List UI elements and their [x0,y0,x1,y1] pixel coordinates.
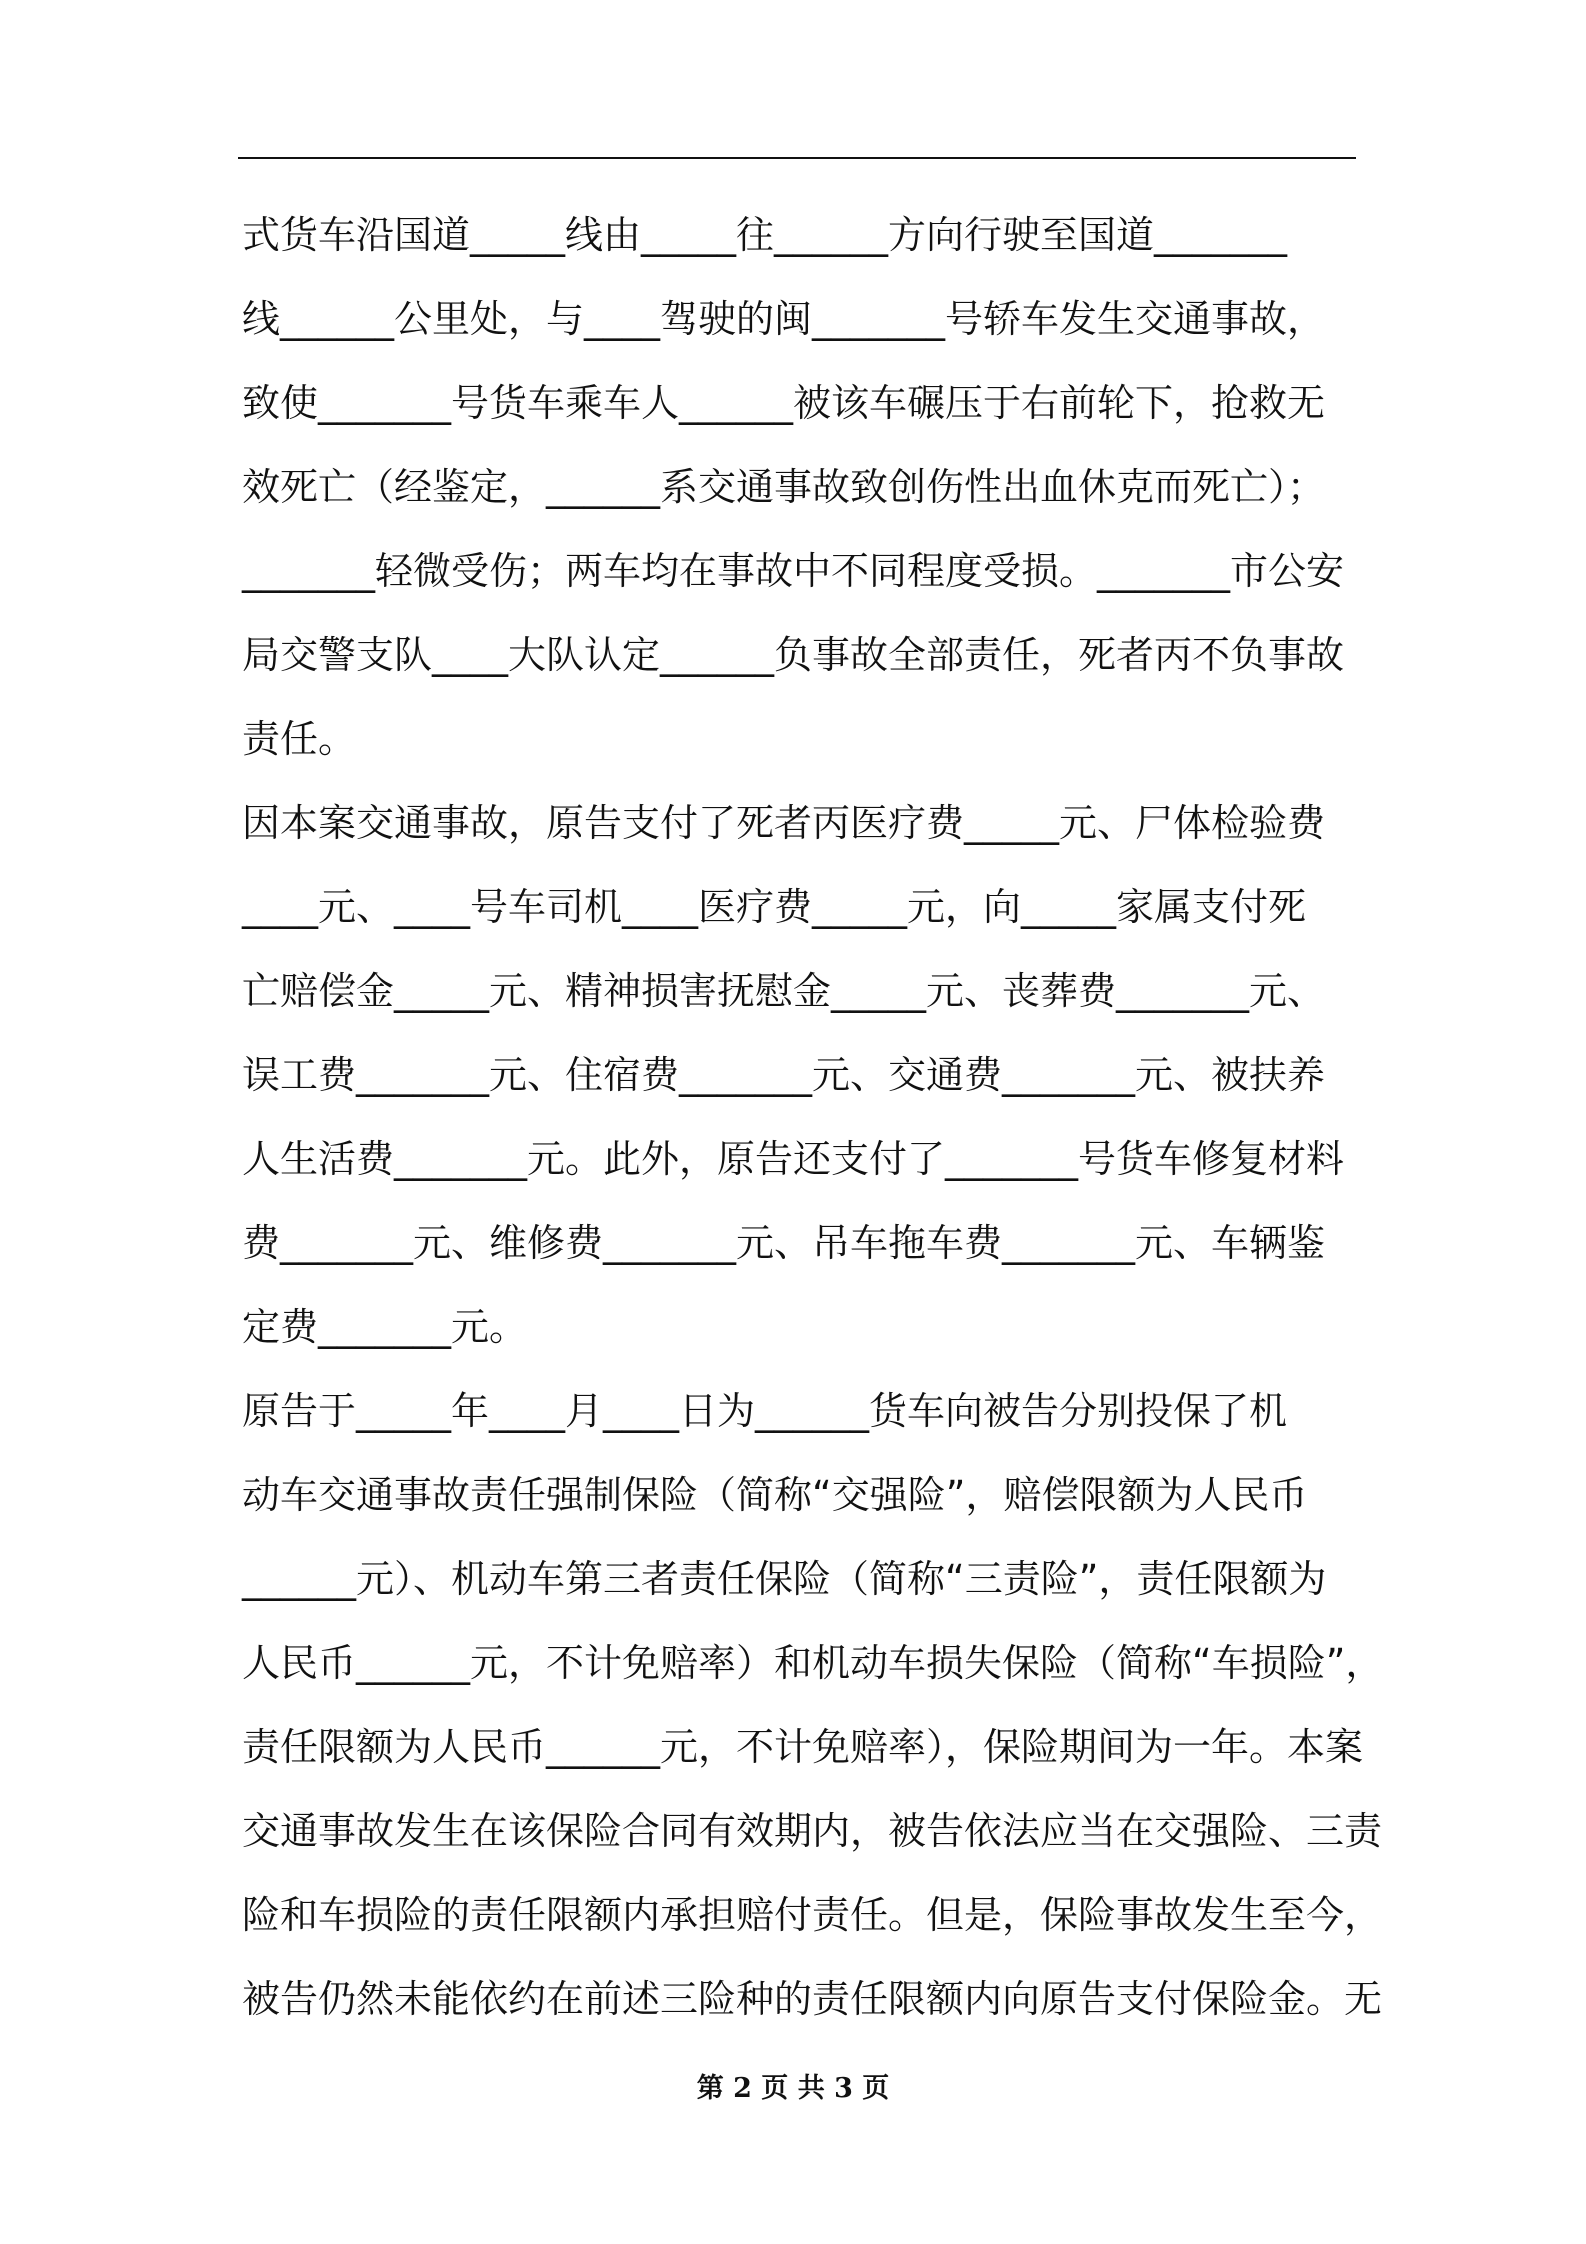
text-line: 责任。 [242,717,357,761]
text-line: ______元）、机动车第三者责任保险（简称“三责险”，责任限额为 [242,1557,1327,1601]
text-line: 被告仍然未能依约在前述三险种的责任限额内向原告支付保险金。无 [242,1977,1383,2021]
text-line: ____元、____号车司机____医疗费_____元，向_____家属支付死 [242,885,1307,929]
text-line: 线______公里处，与____驾驶的闽_______号轿车发生交通事故， [242,297,1326,341]
text-line: 人生活费_______元。此外，原告还支付了_______号货车修复材料 [242,1137,1345,1181]
text-line: 交通事故发生在该保险合同有效期内，被告依法应当在交强险、三责 [242,1809,1383,1853]
document-body [242,193,1384,2041]
text-line: 责任限额为人民币______元，不计免赔率），保险期间为一年。本案 [242,1725,1364,1769]
text-line: 误工费_______元、住宿费_______元、交通费_______元、被扶养 [242,1053,1326,1097]
text-line: _______轻微受伤；两车均在事故中不同程度受损。_______市公安 [242,549,1345,593]
text-line: 局交警支队____大队认定______负事故全部责任，死者丙不负事故 [242,633,1345,677]
text-line: 效死亡（经鉴定，______系交通事故致创伤性出血休克而死亡）； [242,465,1326,509]
text-line: 因本案交通事故，原告支付了死者丙医疗费_____元、尸体检验费 [242,801,1326,845]
text-line: 式货车沿国道_____线由_____往______方向行驶至国道_______ [242,213,1288,257]
text-line: 人民币______元，不计免赔率）和机动车损失保险（简称“车损险”， [242,1641,1384,1685]
text-line: 动车交通事故责任强制保险（简称“交强险”，赔偿限额为人民币 [242,1473,1308,1517]
text-line: 险和车损险的责任限额内承担赔付责任。但是，保险事故发生至今， [242,1893,1383,1937]
text-line: 原告于_____年____月____日为______货车向被告分别投保了机 [242,1389,1288,1433]
header-rule [238,157,1356,159]
text-line: 定费_______元。 [242,1305,528,1349]
text-line: 致使_______号货车乘车人______被该车碾压于右前轮下，抢救无 [242,381,1326,425]
text-line: 亡赔偿金_____元、精神损害抚慰金_____元、丧葬费_______元、 [242,969,1326,1013]
text-line: 费_______元、维修费_______元、吊车拖车费_______元、车辆鉴 [242,1221,1326,1265]
page-number-footer: 第 2 页 共 3 页 [696,2073,890,2104]
